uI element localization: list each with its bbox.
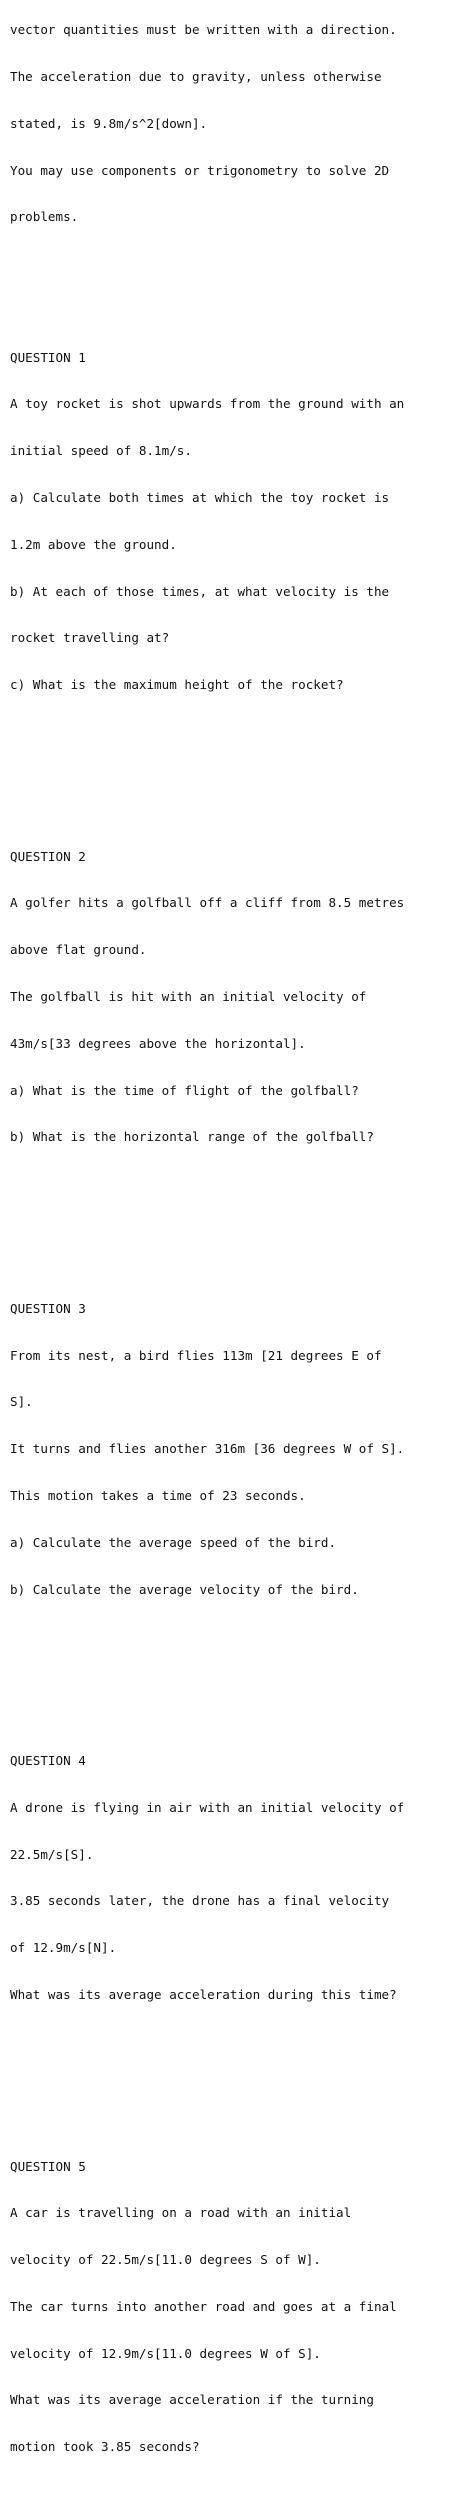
question-text-line: b) Calculate the average velocity of the bird. xyxy=(10,1581,359,1597)
question-text-line: a) What is the time of flight of the golfball? xyxy=(10,1082,359,1098)
question-4 xyxy=(10,1722,472,2034)
question-text-line: This motion takes a time of 23 seconds. xyxy=(10,1488,306,1503)
question-heading: QUESTION 5 xyxy=(10,2158,86,2174)
blank-line xyxy=(10,256,472,272)
question-text-line: The golfball is hit with an initial velocity of xyxy=(10,989,367,1004)
question-heading: QUESTION 2 xyxy=(10,848,86,864)
question-text-line: What was its average acceleration if the turning xyxy=(10,2392,374,2408)
blank-line xyxy=(10,2065,472,2081)
question-5 xyxy=(10,2127,472,2486)
question-text-line: above flat ground. xyxy=(10,942,147,958)
question-text-line: a) Calculate the average speed of the bird. xyxy=(10,1534,337,1550)
intro-line: You may use components or trigonometry to solve 2D xyxy=(10,162,390,178)
question-text-line: 1.2m above the ground. xyxy=(10,536,177,552)
question-text-line: rocket travelling at? xyxy=(10,630,170,646)
question-heading: QUESTION 4 xyxy=(10,1753,86,1769)
question-text-line: A golfer hits a golfball off a cliff from 8.5 metres xyxy=(10,895,405,911)
blank-line xyxy=(10,1207,472,1223)
blank-line xyxy=(10,755,472,771)
question-text-line: A toy rocket is shot upwards from the ground with an xyxy=(10,396,405,412)
question-text-line: 43m/s[33 degrees above the horizontal]. xyxy=(10,1035,306,1051)
question-text-line: A drone is flying in air with an initial velocity of xyxy=(10,1799,405,1815)
question-text-line: b) At each of those times, at what velocity is the xyxy=(10,583,390,599)
question-3 xyxy=(10,1270,472,1629)
blank-line xyxy=(10,1660,472,1676)
question-text-line: A car is travelling on a road with an initial xyxy=(10,2205,352,2221)
question-text-line: motion took 3.85 seconds? xyxy=(10,2439,200,2455)
question-text-line: S]. xyxy=(10,1394,33,1410)
intro-line: problems. xyxy=(10,209,79,225)
question-heading: QUESTION 1 xyxy=(10,349,86,365)
question-text-line: initial speed of 8.1m/s. xyxy=(10,443,192,459)
question-text-line: c) What is the maximum height of the rocket? xyxy=(10,677,344,693)
question-text-line: velocity of 22.5m/s[11.0 degrees S of W]. xyxy=(10,2252,321,2268)
intro-line: The acceleration due to gravity, unless otherwise xyxy=(10,68,382,84)
intro-line: stated, is 9.8m/s^2[down]. xyxy=(10,115,208,131)
question-text-line: 22.5m/s[S]. xyxy=(10,1846,94,1862)
question-text-line: It turns and flies another 316m [36 degrees W of S]. xyxy=(10,1441,405,1457)
question-text-line: b) What is the horizontal range of the golfball? xyxy=(10,1129,374,1145)
document-body xyxy=(10,0,472,2502)
question-text-line: a) Calculate both times at which the toy rocket is xyxy=(10,490,390,505)
cut-off-text-line: vector quantities must be written with a direction. xyxy=(10,22,397,38)
question-text-line: 3.85 seconds later, the drone has a final velocity xyxy=(10,1893,390,1909)
question-1 xyxy=(10,318,472,723)
question-2 xyxy=(10,817,472,1176)
question-text-line: What was its average acceleration during this time? xyxy=(10,1987,397,2002)
question-text-line: The car turns into another road and goes at a final xyxy=(10,2298,397,2314)
question-text-line: From its nest, a bird flies 113m [21 degrees E of xyxy=(10,1347,382,1363)
question-heading: QUESTION 3 xyxy=(10,1300,86,1316)
question-text-line: of 12.9m/s[N]. xyxy=(10,1940,117,1956)
question-text-line: velocity of 12.9m/s[11.0 degrees W of S]. xyxy=(10,2345,321,2361)
